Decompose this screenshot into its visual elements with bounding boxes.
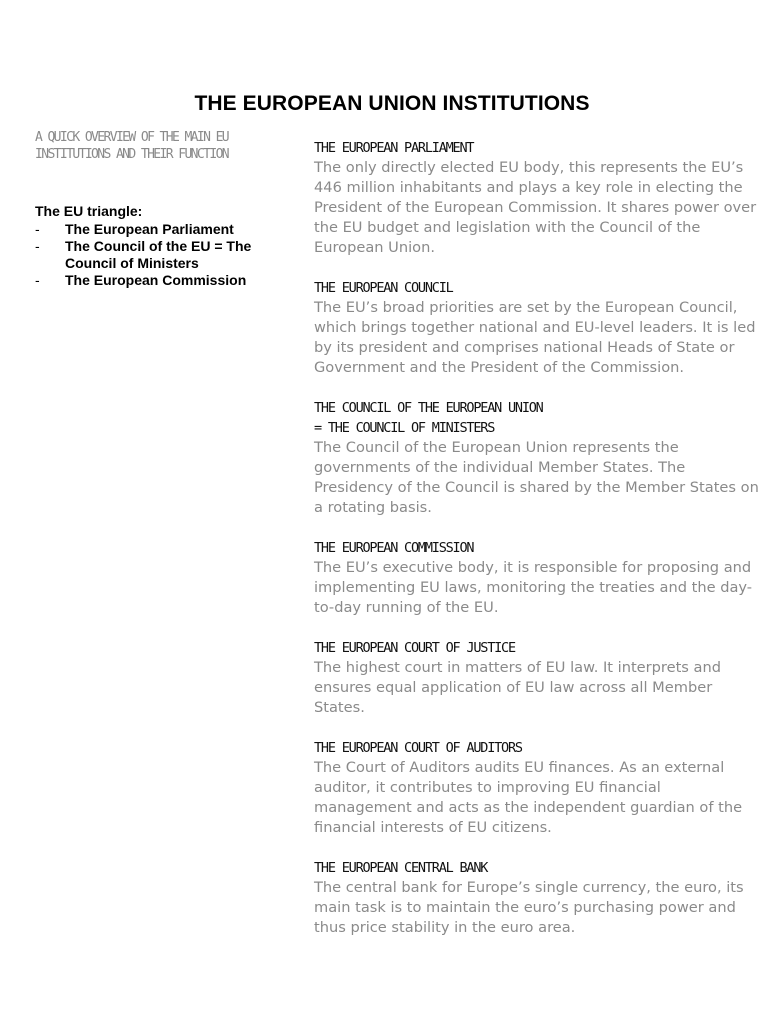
section-central-bank	[314, 858, 762, 938]
section-european-parliament	[314, 138, 762, 258]
page-subtitle: A QUICK OVERVIEW OF THE MAIN EU INSTITUTIONS AND THEIR FUNCTION	[35, 130, 229, 162]
section-heading: THE EUROPEAN COURT OF AUDITORS	[314, 740, 522, 756]
section-heading: THE EUROPEAN COMMISSION	[314, 540, 474, 556]
section-body: The highest court in matters of EU law. It interprets and ensures equal application of EU law across all Member States.	[314, 659, 721, 716]
section-heading: THE EUROPEAN COURT OF JUSTICE	[314, 640, 515, 656]
section-council-of-eu	[314, 398, 762, 518]
eu-triangle-item-council: - The Council of the EU = The Council of Ministers	[35, 238, 265, 272]
eu-triangle-heading: The EU triangle:	[35, 203, 143, 219]
eu-triangle-item-commission: - The European Commission	[35, 272, 265, 289]
section-european-council	[314, 278, 762, 378]
page-title: THE EUROPEAN UNION INSTITUTIONS	[194, 92, 590, 115]
section-body: The EU’s executive body, it is responsible for proposing and implementing EU laws, monitoring the treaties and the day-to-day running of the EU.	[314, 559, 753, 616]
section-heading: THE EUROPEAN CENTRAL BANK	[314, 860, 488, 876]
section-heading: THE EUROPEAN PARLIAMENT	[314, 140, 474, 156]
institutions-column	[314, 138, 762, 958]
section-court-of-auditors	[314, 738, 762, 838]
section-body: The Court of Auditors audits EU finances. As an external auditor, it contributes to improving EU financial management and acts as the independent guardian of the financial interests of EU citizens.	[314, 759, 743, 836]
section-body: The EU’s broad priorities are set by the European Council, which brings together national and EU-level leaders. It is led by its president and comprises national Heads of State or Government and the President of the Commission.	[314, 299, 756, 376]
section-body: The only directly elected EU body, this represents the EU’s 446 million inhabitants and plays a key role in electing the President of the European Commission. It shares power over the EU budget and legislation with the Council of the European Union.	[314, 159, 757, 256]
section-body: The Council of the European Union represents the governments of the individual Member States. The Presidency of the Council is shared by the Member States on a rotating basis.	[314, 439, 759, 516]
section-heading: THE EUROPEAN COUNCIL	[314, 280, 453, 296]
eu-triangle-item-parliament: - The European Parliament	[35, 221, 265, 238]
section-court-of-justice	[314, 638, 762, 718]
section-body: The central bank for Europe’s single currency, the euro, its main task is to maintain the euro’s purchasing power and thus price stability in the euro area.	[314, 879, 744, 936]
eu-triangle-list	[35, 221, 265, 289]
eu-triangle-box	[35, 203, 265, 289]
section-heading: THE COUNCIL OF THE EUROPEAN UNION = THE COUNCIL OF MINISTERS	[314, 400, 543, 436]
section-european-commission	[314, 538, 762, 618]
